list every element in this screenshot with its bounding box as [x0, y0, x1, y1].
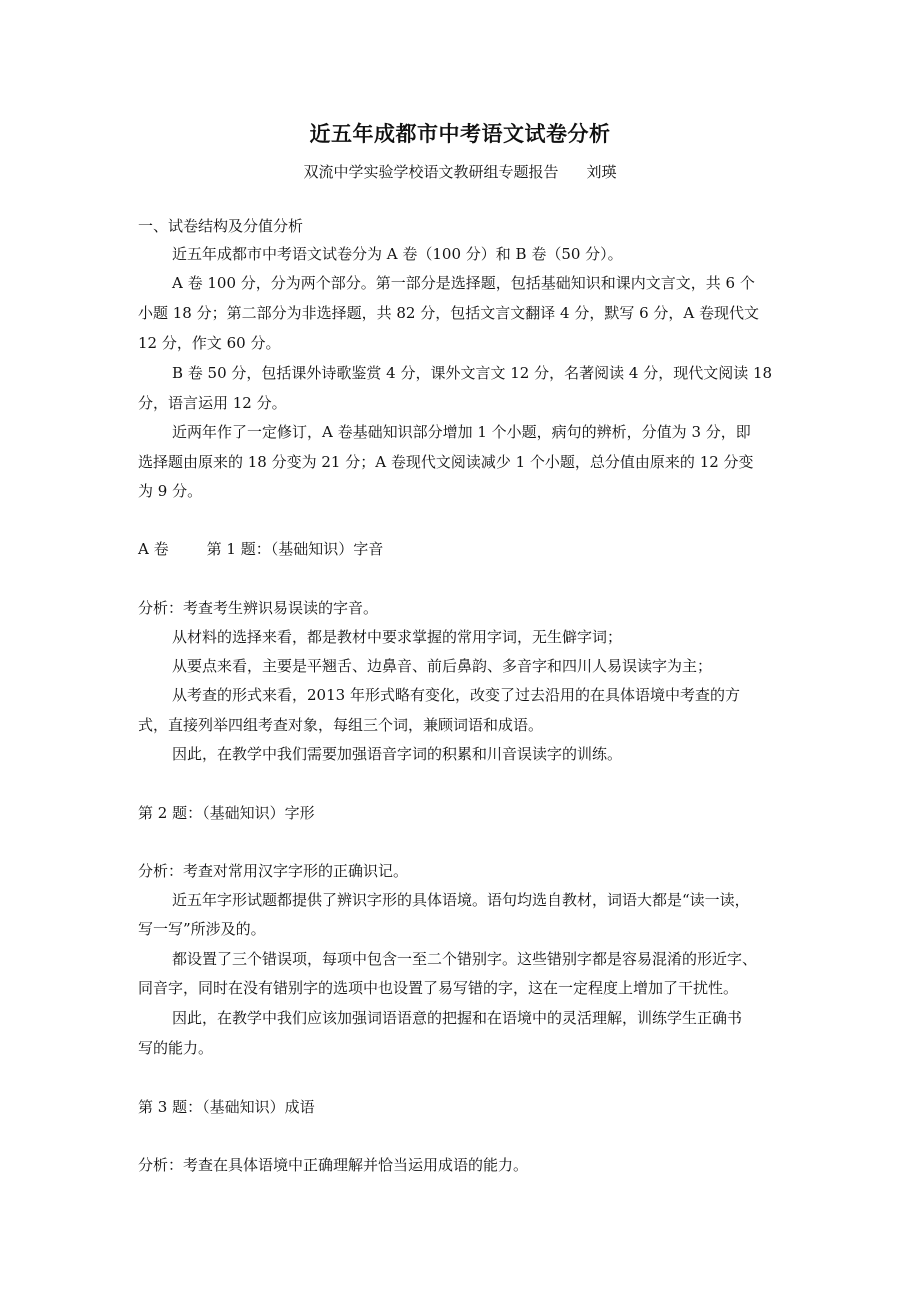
analysis-line: 分析：考查对常用汉字字形的正确识记。 — [138, 862, 409, 880]
analysis-line: 分析：考查在具体语境中正确理解并恰当运用成语的能力。 — [138, 1156, 529, 1174]
author-name: 刘瑛 — [586, 163, 617, 181]
paper-label: A 卷 — [138, 540, 169, 558]
analysis-line: 分析：考查考生辨识易误读的字音。 — [138, 599, 379, 617]
document-subtitle — [0, 161, 920, 182]
paragraph-line: 小题 18 分；第二部分为非选择题，共 82 分，包括文言文翻译 4 分，默写 6 分，A 卷现代文 — [138, 304, 760, 322]
paragraph-line: 从材料的选择来看，都是教材中要求掌握的常用字词，无生僻字词； — [172, 628, 623, 646]
paragraph-line: 写的能力。 — [138, 1039, 214, 1057]
paragraph-line: B 卷 50 分，包括课外诗歌鉴赏 4 分，课外文言文 12 分，名著阅读 4 分，现代文阅读 18 — [172, 364, 773, 382]
document-title: 近五年成都市中考语文试卷分析 — [309, 121, 611, 146]
paragraph-line: 从考查的形式来看，2013 年形式略有变化，改变了过去沿用的在具体语境中考查的方 — [172, 686, 740, 704]
paragraph-line: 因此，在教学中我们应该加强词语语意的把握和在语境中的灵活理解，训练学生正确书 — [172, 1009, 743, 1027]
paragraph-line: 近两年作了一定修订，A 卷基础知识部分增加 1 个小题，病句的辨析，分值为 3 分，即 — [172, 423, 751, 441]
paragraph-line: 12 分，作文 60 分。 — [138, 334, 281, 352]
question-heading: 第 3 题：（基础知识）成语 — [138, 1098, 315, 1116]
paragraph-line: 从要点来看，主要是平翘舌、边鼻音、前后鼻韵、多音字和四川人易误读字为主； — [172, 657, 713, 675]
subtitle-text: 双流中学实验学校语文教研组专题报告 — [303, 163, 559, 181]
paragraph-line: 选择题由原来的 18 分变为 21 分；A 卷现代文阅读减少 1 个小题，总分值由原来的 12 分变 — [138, 453, 754, 471]
question-heading — [138, 539, 383, 559]
paragraph-line: 式，直接列举四组考查对象，每组三个词，兼顾词语和成语。 — [138, 716, 544, 734]
paragraph-line: 写一写”所涉及的。 — [138, 920, 266, 938]
paragraph-line: 分，语言运用 12 分。 — [138, 394, 287, 412]
section-heading: 一、试卷结构及分值分析 — [138, 217, 304, 235]
question-heading: 第 2 题：（基础知识）字形 — [138, 804, 315, 822]
paragraph-line: 同音字，同时在没有错别字的选项中也设置了易写错的字，这在一定程度上增加了干扰性。 — [138, 979, 739, 997]
paragraph-line: 都设置了三个错误项，每项中包含一至二个错别字。这些错别字都是容易混淆的形近字、 — [172, 950, 758, 968]
paragraph-line: 近五年成都市中考语文试卷分为 A 卷（100 分）和 B 卷（50 分）。 — [172, 245, 623, 263]
paragraph-line: 近五年字形试题都提供了辨识字形的具体语境。语句均选自教材，词语大都是“读一读， — [172, 891, 750, 909]
paragraph-line: 因此，在教学中我们需要加强语音字词的积累和川音误读字的训练。 — [172, 745, 623, 763]
paragraph-line: 为 9 分。 — [138, 482, 203, 500]
question-title: 第 1 题：（基础知识）字音 — [206, 540, 384, 558]
paragraph-line: A 卷 100 分，分为两个部分。第一部分是选择题，包括基础知识和课内文言文，共 6 个 — [172, 274, 755, 292]
